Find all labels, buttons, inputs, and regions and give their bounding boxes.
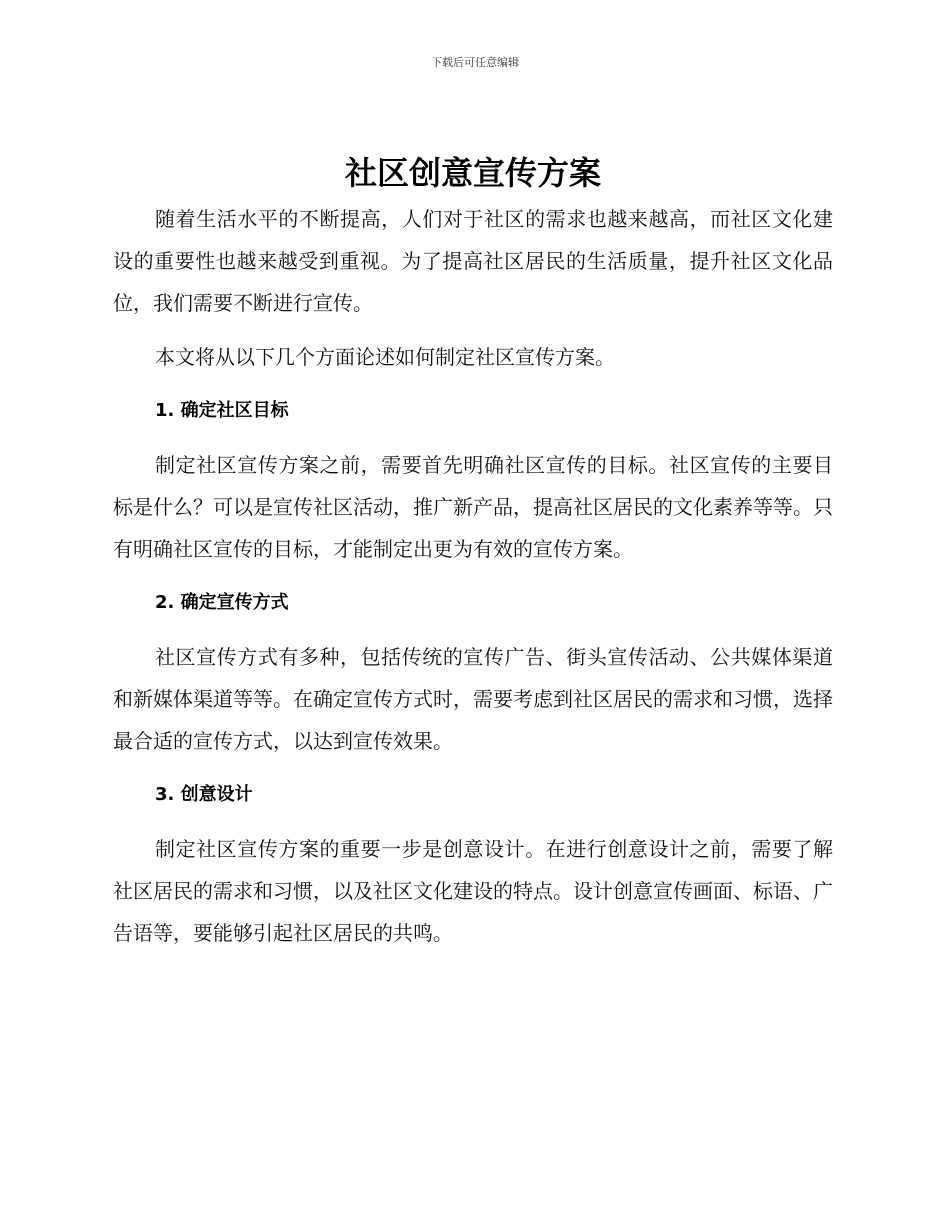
section-heading-1: 1. 确定社区目标	[155, 400, 289, 421]
header-note: 下载后可任意编辑	[431, 56, 519, 69]
intro-paragraph-1: 随着生活水平的不断提高，人们对于社区的需求也越来越高，而社区文化建设的重要性也越来越受到重视。为了提高社区居民的生活质量，提升社区文化品位，我们需要不断进行宣传。	[113, 207, 833, 315]
section-heading-3: 3. 创意设计	[155, 784, 253, 805]
section-body-1: 制定社区宣传方案之前，需要首先明确社区宣传的目标。社区宣传的主要目标是什么？可以是宣传社区活动，推广新产品，提高社区居民的文化素养等等。只有明确社区宣传的目标，才能制定出更为有效的宣传方案。	[113, 453, 833, 561]
document-title: 社区创意宣传方案	[344, 154, 601, 192]
section-body-3: 制定社区宣传方案的重要一步是创意设计。在进行创意设计之前，需要了解社区居民的需求和习惯，以及社区文化建设的特点。设计创意宣传画面、标语、广告语等，要能够引起社区居民的共鸣。	[113, 837, 833, 945]
section-heading-2: 2. 确定宣传方式	[155, 592, 289, 613]
intro-paragraph-2: 本文将从以下几个方面论述如何制定社区宣传方案。	[155, 345, 615, 369]
document-body	[113, 150, 833, 954]
section-body-2: 社区宣传方式有多种，包括传统的宣传广告、街头宣传活动、公共媒体渠道和新媒体渠道等等。在确定宣传方式时，需要考虑到社区居民的需求和习惯，选择最合适的宣传方式，以达到宣传效果。	[113, 645, 833, 753]
